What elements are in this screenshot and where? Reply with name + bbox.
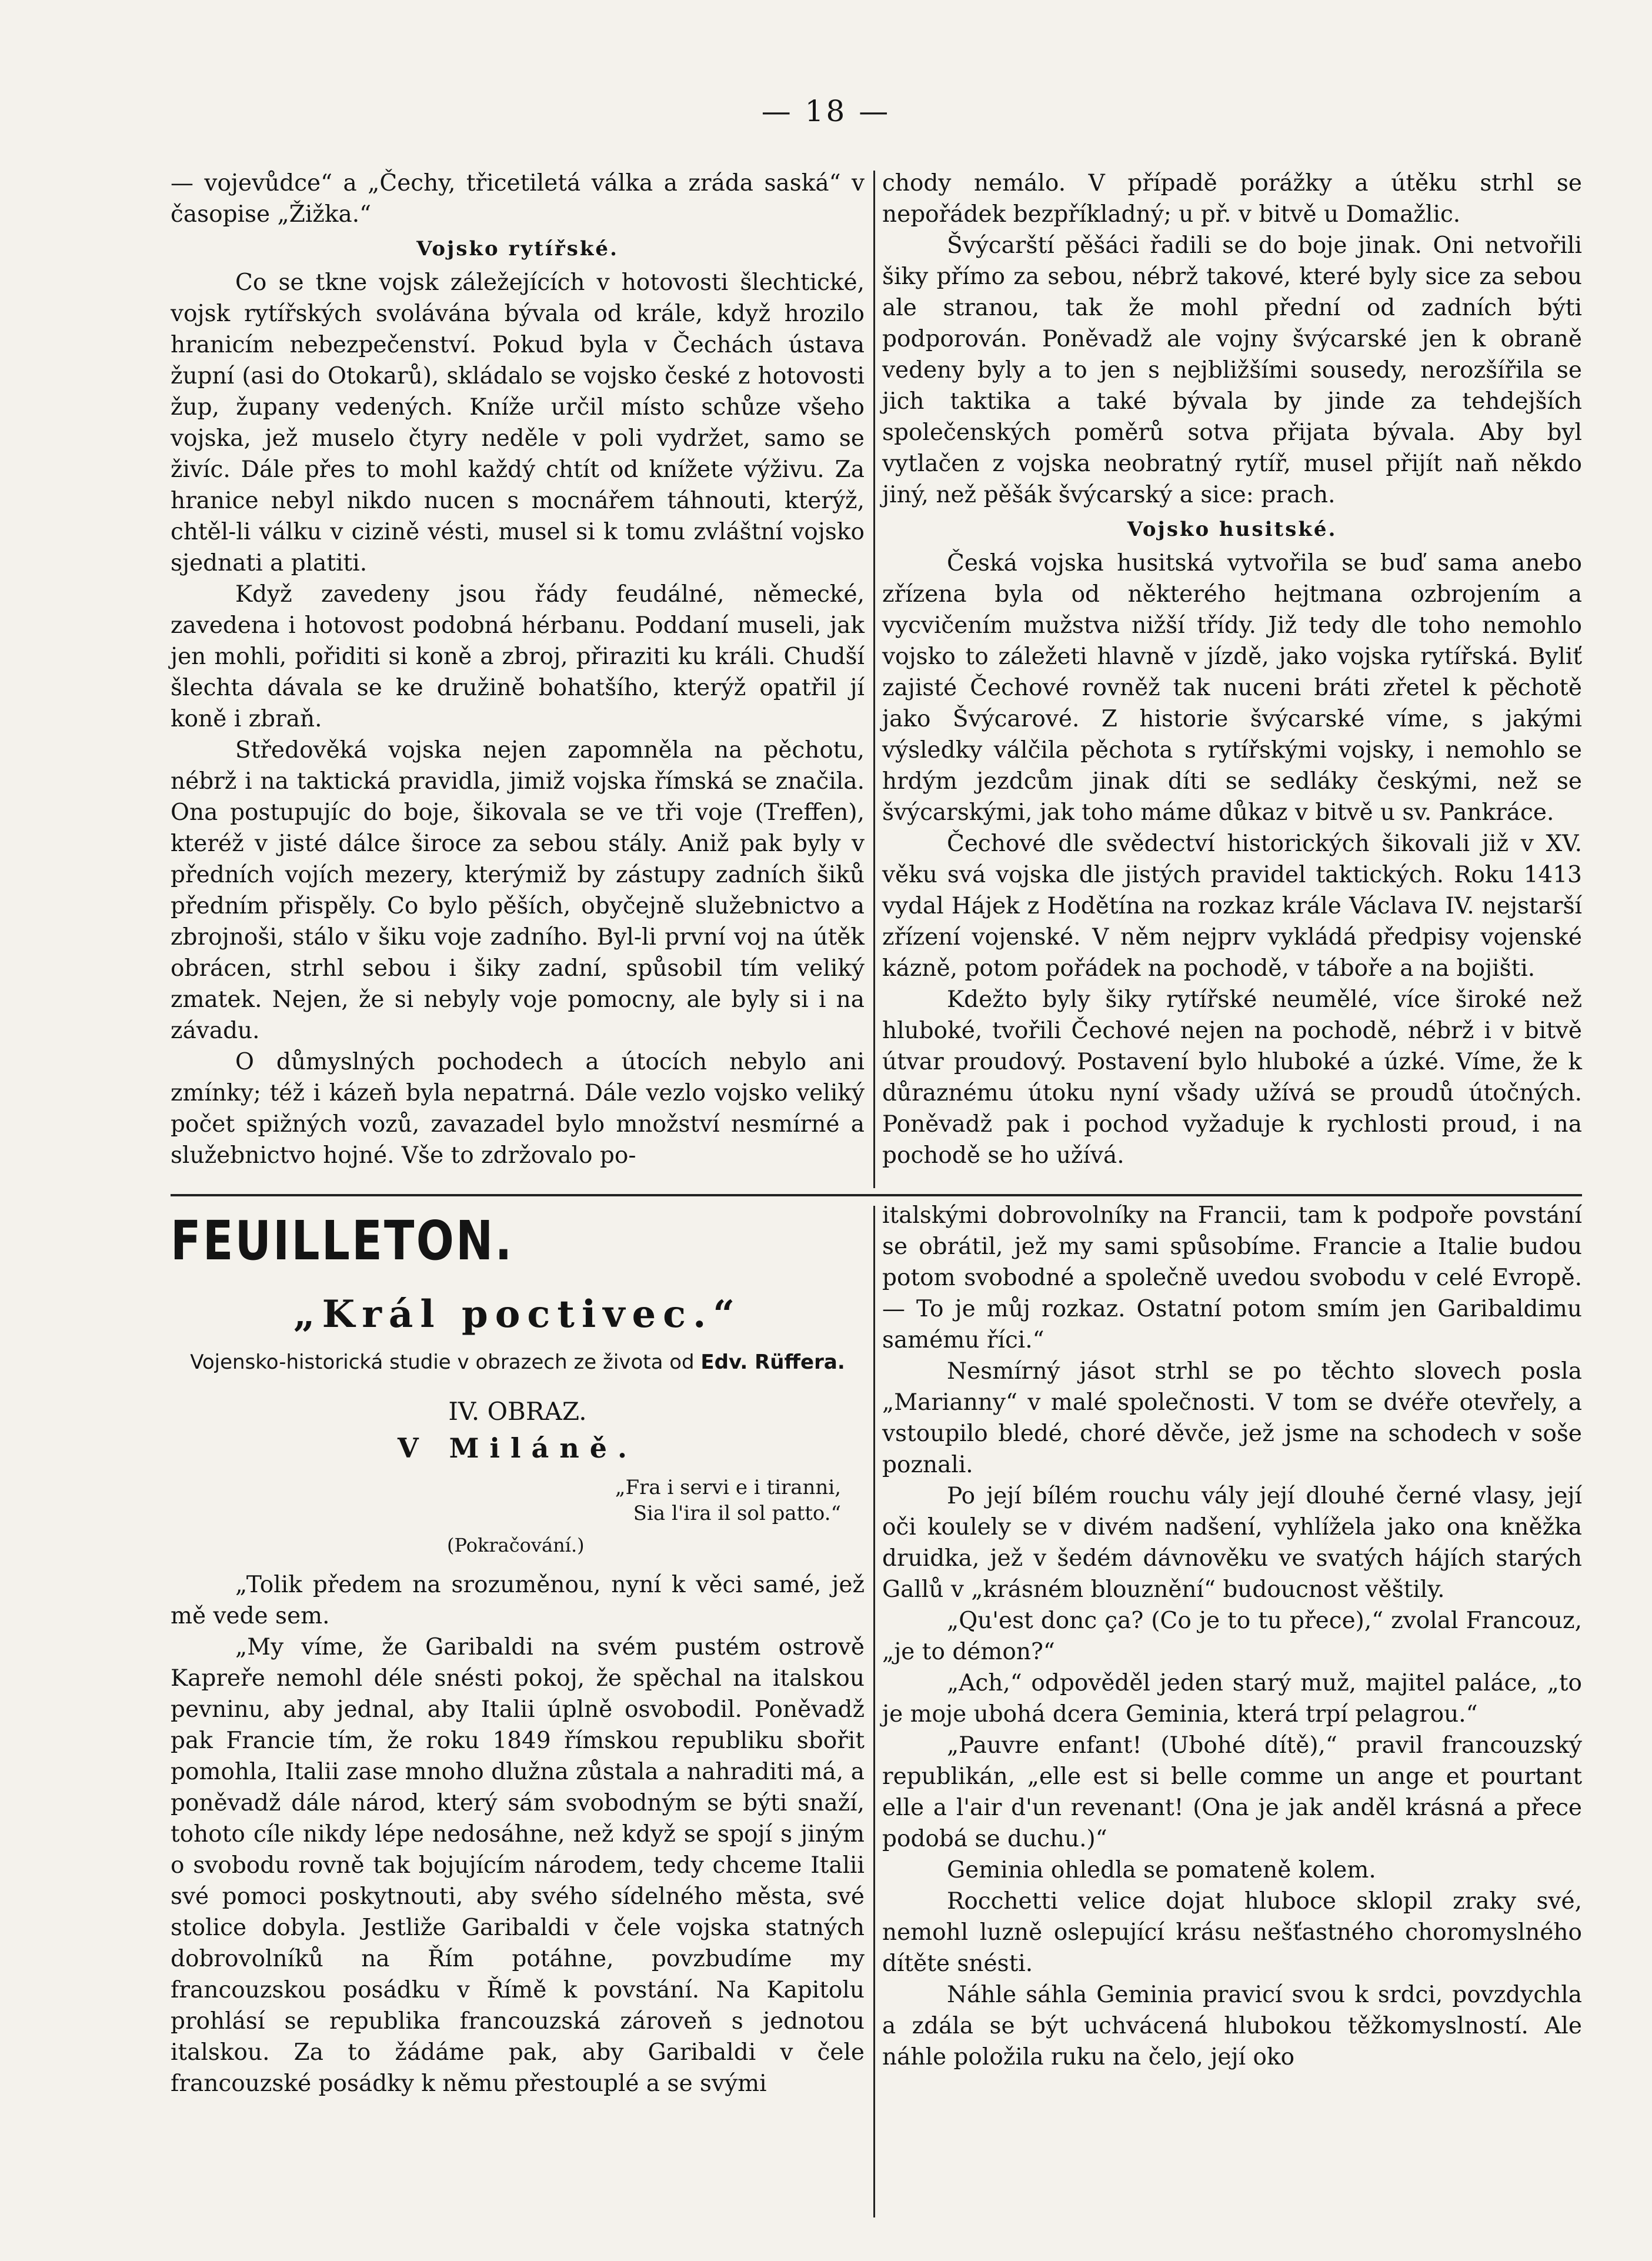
paragraph: Nesmírný jásot strhl se po těchto slovech posla „Marianny“ v malé společnosti. V tom se dvéře otevřely, a vstoupilo bledé, choré děvče, jež jsme na schodech v soše poznali.: [882, 1358, 1582, 1478]
epigraph-line: „Fra i servi e i tiranni,: [615, 1476, 841, 1499]
paragraph: — vojevůdce“ a „Čechy, třicetiletá válka a zráda saská“ v časopise „Žižka.“: [171, 170, 865, 228]
paragraph: „Qu'est donc ça? (Co je to tu přece),“ zvolal Francouz, „je to démon?“: [882, 1608, 1582, 1665]
feuilleton-column-left: [171, 1200, 865, 2099]
page-number: — 18 —: [761, 94, 891, 128]
paragraph: Středověká vojska nejen zapomněla na pěchotu, nébrž i na taktická pravidla, jimiž vojska římská se značila. Ona postupujíc do boje, šikovala se ve tři voje (Treffen), kteréž v jisté dálce široce za sebou stály. Aniž pak byly v předních vojích mezery, kterýmiž by zástupy zadních šiků předním přispěly. Co bylo pěších, obyčejně služebnictvo a zbrojnoši, stálo v šiku voje zadního. Byl-li první voj na útěk obrácen, strhl sebou i šiky zadní, spůsobil tím veliký zmatek. Nejen, že si nebyly voje pomocny, ale byly si i na závadu.: [171, 737, 865, 1044]
paragraph: „My víme, že Garibaldi na svém pustém ostrově Kapreře nemohl déle snésti pokoj, že spěchal na italskou pevninu, aby jednal, aby Italii úplně osvobodil. Poněvadž pak Francie tím, že roku 1849 římskou republiku sbořit pomohla, Italii zase mnoho dlužna zůstala a nahraditi má, a poněvadž dále národ, který sám svobodným se býti snaží, tohoto cíle nikdy lépe nedosáhne, než když se spojí s jiným o svobodu rovně tak bojujícím národem, tedy chceme Italii své pomoci poskytnouti, aby svého sídelného města, své stolice dobyla. Jestliže Garibaldi v čele vojska statných dobrovolníků na Řím potáhne, povzbudíme my francouzskou posádku v Římě k povstání. Na Kapitolu prohlásí se republika francouzská zároveň s jednotou italskou. Za to žádáme pak, aby Garibaldi v čele francouzské posádky k němu přestouplé a se svými: [171, 1634, 865, 2097]
paragraph: Česká vojska husitská vytvořila se buď sama anebo zřízena byla od některého hejtmana ozbrojením a vycvičením mužstva nižší třídy. Již tedy dle toho nemohlo vojsko to záležeti hlavně v jízdě, jako vojska rytířská. Byliť zajisté Čechové rovněž tak nuceni bráti zřetel k pěchotě jako Švýcarové. Z historie švýcarské víme, s jakými výsledky válčila pěchota s rytířskými vojsky, i nemohlo se hrdým jezdcům jinak díti se sedláky českými, než se švýcarskými, jak toho máme důkaz v bitvě u sv. Pankráce.: [882, 550, 1582, 826]
paragraph: Po její bílém rouchu vály její dlouhé černé vlasy, její oči koulely se v divém nadšení, vyhlížela jako ona kněžka druidka, jež v šedém dávnověku ve svatých hájích starých Gallů v „krásném blouznění“ budoucnost věštily.: [882, 1483, 1582, 1603]
paragraph: „Tolik předem na srozuměnou, nyní k věci samé, jež mě vede sem.: [171, 1572, 865, 1629]
section-heading-knights: Vojsko rytířské.: [416, 237, 619, 261]
paragraph: „Pauvre enfant! (Ubohé dítě),“ pravil francouzský republikán, „elle est si belle comme un ange et pourtant elle a l'air d'un revenant! (Ona je jak anděl krásná a přece podobá se duchu.)“: [882, 1732, 1582, 1852]
section-heading-hussites: Vojsko husitské.: [1127, 518, 1337, 541]
subtitle-text: Vojensko-historická studie v obrazech ze života od: [190, 1350, 695, 1374]
paragraph: Čechové dle svědectví historických šikovali již v XV. věku svá vojska dle jistých pravidel taktických. Roku 1413 vydal Hájek z Hodětína na rozkaz krále Václava IV. nejstarší zřízení vojenské. V něm nejprv vykládá předpisy vojenské kázně, potom pořádek na pochodě, v táboře a na bojišti.: [882, 831, 1582, 982]
story-title: „Král poctivec.“: [293, 1292, 742, 1336]
paragraph: O důmyslných pochodech a útocích nebylo ani zmínky; též i kázeň byla nepatrná. Dále vezlo vojsko veliký počet spižných vozů, zavazadel bylo množství nesmírné a služebnictvo hojné. Vše to zdržovalo po-: [171, 1049, 865, 1169]
paragraph: „Ach,“ odpověděl jeden starý muž, majitel paláce, „to je moje ubohá dcera Geminia, která trpí pelagrou.“: [882, 1670, 1582, 1728]
paragraph: Když zavedeny jsou řády feudálné, německé, zavedena i hotovost podobná hérbanu. Poddaní museli, jak jen mohli, pořiditi si koně a zbroj, přiraziti ku králi. Chudší šlechta dávala se ke družině bohatšího, kterýž opatřil jí koně i zbraň.: [171, 581, 865, 732]
feuilleton-label: FEUILLETON.: [171, 1209, 514, 1272]
article-column-left: [171, 168, 865, 1171]
feuilleton-column-right: [882, 1200, 1582, 2073]
subtitle-author: Edv. Rüffera.: [700, 1350, 845, 1374]
chapter-heading: IV. OBRAZ.: [448, 1397, 587, 1426]
section-divider: [171, 1194, 1582, 1196]
column-divider-bottom: [873, 1206, 875, 2217]
paragraph: Kdežto byly šiky rytířské neumělé, více široké než hluboké, tvořili Čechové nejen na pochodě, nébrž i v bitvě útvar proudový. Postavení bylo hluboké a úzké. Víme, že k důraznému útoku nyní všady užívá se proudů útočných. Poněvadž pak i pochod vyžaduje k rychlosti proud, i na pochodě se ho užívá.: [882, 986, 1582, 1169]
paragraph: italskými dobrovolníky na Francii, tam k podpoře povstání se obrátil, jež my sami spůsobíme. Francie a Italie budou potom svobodné a společně uvedou svobodu v celé Evropě. — To je můj rozkaz. Ostatní potom smím jen Garibaldimu samému říci.“: [882, 1202, 1582, 1353]
column-divider-top: [873, 171, 875, 1188]
paragraph: Co se tkne vojsk záležejících v hotovosti šlechtické, vojsk rytířských svolávána bývala od krále, když hrozilo hranicím nebezpečenství. Pokud byla v Čechách ústava župní (asi do Otokarů), skládalo se vojsko české z hotovosti žup, župany vedených. Kníže určil místo schůze všeho vojska, jež muselo čtyry neděle v poli vydržet, samo se živíc. Dále přes to mohl každý chtít od knížete výživu. Za hranice nebyl nikdo nucen s mocnářem táhnouti, kterýž, chtěl-li válku v cizině vésti, musel si k tomu zvláštní vojsko sjednati a platiti.: [171, 269, 865, 576]
chapter-place: V Miláně.: [397, 1432, 638, 1464]
epigraph-line: Sia l'ira il sol patto.“: [633, 1502, 841, 1525]
paragraph: Geminia ohledla se pomateně kolem.: [947, 1857, 1376, 1883]
story-subtitle: [171, 1347, 865, 1378]
paragraph: Švýcarští pěšáci řadili se do boje jinak. Oni netvořili šiky přímo za sebou, nébrž takové, které byly sice za sebou ale stranou, tak že mohl přední od zadních býti podporován. Poněvadž ale vojny švýcarské jen k obraně vedeny byly a to jen s nejbližšími sousedy, nerozšířila se jich taktika a také bývala by jinde za tehdejších společenských poměrů sotva přijata bývala. Aby byl vytlačen z vojska neobratný rytíř, musel přijít naň někdo jiný, než pěšák švýcarský a sice: prach.: [882, 232, 1582, 508]
paragraph: Rocchetti velice dojat hluboce sklopil zraky své, nemohl luzně oslepující krásu nešťastného choromyslného dítěte snésti.: [882, 1888, 1582, 1977]
paragraph: Náhle sáhla Geminia pravicí svou k srdci, povzdychla a zdála se být uchvácená hlubokou těžkomyslností. Ale náhle položila ruku na čelo, její oko: [882, 1982, 1582, 2070]
article-column-right: [882, 168, 1582, 1171]
epigraph: [171, 1475, 841, 1526]
continued-note: (Pokračování.): [447, 1534, 585, 1556]
paragraph: chody nemálo. V případě porážky a útěku strhl se nepořádek bezpříkladný; u př. v bitvě u Domažlic.: [882, 170, 1582, 228]
